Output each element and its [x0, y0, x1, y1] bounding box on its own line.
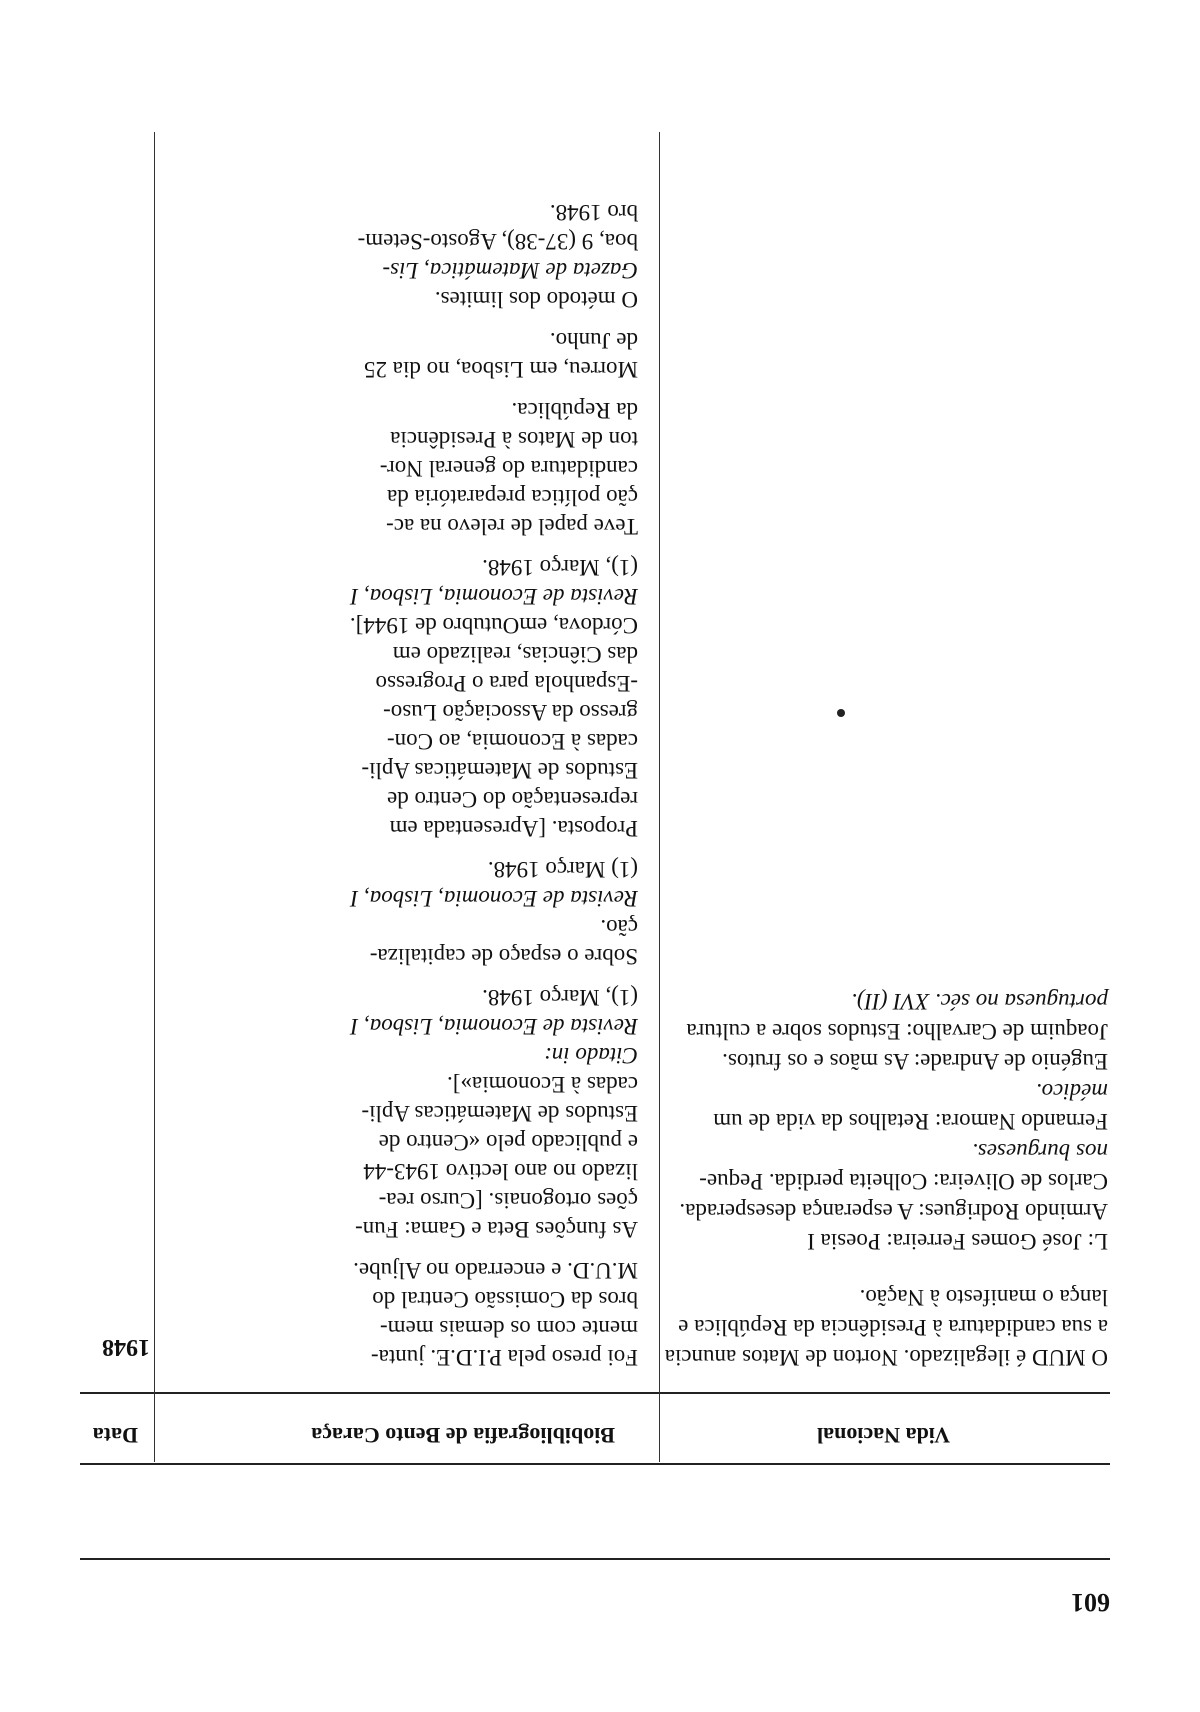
- bio-line: da República.: [511, 398, 638, 423]
- page-number: 601: [1071, 1588, 1110, 1617]
- mud-line: lança o manifesto à Nação.: [859, 1285, 1108, 1310]
- bio-line: (1), Março 1948.: [482, 985, 638, 1010]
- bio-line: bro 1948.: [549, 200, 638, 225]
- literature-line: médico.: [1035, 1079, 1108, 1104]
- literature-line: L: José Gomes Ferreira: Poesia I: [807, 1229, 1108, 1254]
- mud-line: a sua candidatura à Presidência da República e: [678, 1315, 1108, 1340]
- ink-speck: [837, 709, 845, 717]
- bio-line: mente com os demais mem-: [379, 1316, 638, 1341]
- bio-line: ção política preparatória da: [387, 485, 638, 510]
- bio-line: ções ortogonais. [Curso rea-: [378, 1188, 638, 1213]
- header-biobibliografia: Biobibliografia de Bento Caraça: [311, 1423, 615, 1448]
- bio-line: M.U.D. e encerrado no Aljube.: [353, 1258, 638, 1283]
- header-top-rule: [80, 1463, 1110, 1465]
- bio-line: das Ciências, realizado em: [392, 642, 638, 667]
- bio-line: lizado no ano lectivo 1943-44: [363, 1159, 638, 1184]
- literature-line: Fernando Namora: Retalhos da vida de um: [713, 1109, 1108, 1134]
- vida-nacional-column: [664, 986, 1108, 1372]
- literature-line: nos burgueses.: [972, 1139, 1108, 1164]
- bio-line: Córdova, emOutubro de 1944].: [349, 613, 638, 638]
- bio-line: As funções Beta e Gama: Fun-: [355, 1217, 638, 1242]
- literature-line: Armindo Rodrigues: A esperança desesperada.: [679, 1199, 1108, 1224]
- biobibliografia-column: [162, 198, 638, 1372]
- bio-line: Citado in:: [544, 1043, 638, 1068]
- literature-line: Joaquim de Carvalho: Estudos sobre a cultura: [686, 1019, 1108, 1044]
- bio-line: (1), Março 1948.: [482, 555, 638, 580]
- header-vida-nacional: Vida Nacional: [816, 1423, 950, 1448]
- bio-line: Proposta. [Apresentada em: [389, 816, 638, 841]
- bio-line: de Junho.: [549, 328, 638, 353]
- bio-line: Morreu, em Lisboa, no dia 25: [363, 357, 638, 382]
- bio-line: Revista de Economia, Lisboa, I: [350, 1014, 638, 1039]
- bio-line: (1) Março 1948.: [487, 857, 638, 882]
- bio-line: cadas à Economia»].: [447, 1072, 638, 1097]
- header-bottom-rule: [80, 1392, 1110, 1394]
- bio-line: e publicado pelo «Centro de: [378, 1130, 638, 1155]
- bio-line: O método dos limites.: [434, 287, 638, 312]
- bio-line: Sobre o espaço de capitaliza-: [369, 944, 638, 969]
- bio-line: boa, 9 (37-38), Agosto-Setem-: [357, 229, 638, 254]
- bio-line: ção.: [600, 915, 638, 940]
- header-data: Data: [92, 1423, 138, 1448]
- literature-line: portuguesa no séc. XVI (II).: [851, 989, 1108, 1014]
- literature-line: Carlos de Oliveira: Colheita perdida. Peque-: [699, 1169, 1108, 1194]
- top-rule: [80, 1558, 1110, 1560]
- bio-line: ton de Matos à Presidência: [390, 427, 638, 452]
- bio-line: Gazeta de Matemática, Lis-: [382, 258, 638, 283]
- bio-line: cadas à Economia, ao Con-: [387, 729, 638, 754]
- bio-line: representação do Centro de: [387, 787, 638, 812]
- bio-line: Revista de Economia, Lisboa, I: [350, 584, 638, 609]
- bio-line: gresso da Associação Luso-: [383, 700, 638, 725]
- literature-line: Eugénio de Andrade: As mãos e os frutos.: [722, 1049, 1108, 1074]
- mud-line: O MUD é ilegalizado. Norton de Matos anuncia: [664, 1345, 1108, 1370]
- bio-line: Revista de Economia, Lisboa, I: [350, 886, 638, 911]
- bio-line: Estudos de Matemáticas Apli-: [361, 758, 638, 783]
- column-divider-left: [659, 132, 660, 1462]
- bio-line: bros da Comissão Central do: [372, 1287, 638, 1312]
- year-label: 1948: [102, 1334, 150, 1360]
- bio-line: Estudos de Matemáticas Apli-: [361, 1101, 638, 1126]
- bio-line: -Espanhola para o Progresso: [375, 671, 638, 696]
- bio-line: Teve papel de relevo na ac-: [386, 514, 638, 539]
- bio-line: candidatura do general Nor-: [379, 456, 638, 481]
- bio-line: Foi preso pela P.I.D.E. junta-: [370, 1345, 638, 1370]
- column-divider-right: [154, 132, 155, 1462]
